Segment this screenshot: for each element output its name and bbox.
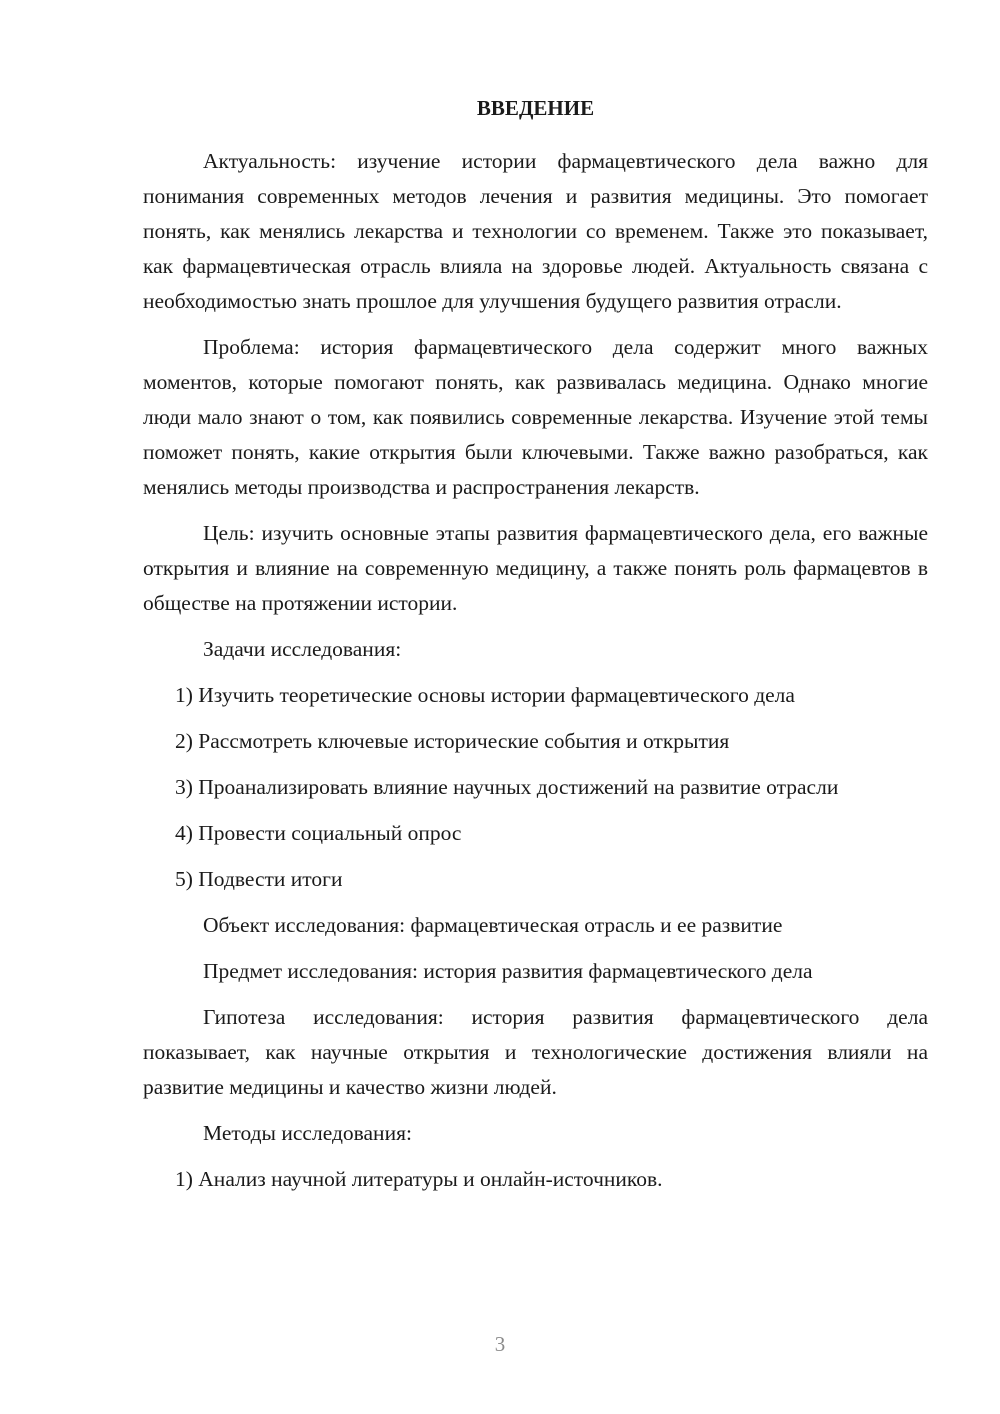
task-item-3: 3) Проанализировать влияние научных достижений на развитие отрасли [175, 775, 839, 799]
page-title: ВВЕДЕНИЕ [476, 96, 595, 120]
page-number: 3 [494, 1332, 506, 1356]
tasks-heading: Задачи исследования: [203, 637, 402, 661]
document-page [143, 92, 928, 1208]
method-item-1: 1) Анализ научной литературы и онлайн-источников. [175, 1167, 663, 1191]
goal-paragraph: Цель: изучить основные этапы развития фармацевтического дела, его важные открытия и влияние на современную медицину, а также понять роль фармацевтов в обществе на протяжении истории. [143, 521, 928, 615]
relevance-paragraph: Актуальность: изучение истории фармацевтического дела важно для понимания современных методов лечения и развития медицины. Это помогает понять, как менялись лекарства и технологии со временем. Также это показывает, как фармацевтическая отрасль влияла на здоровье людей. Актуальность связана с необходимостью знать прошлое для улучшения будущего развития отрасли. [143, 149, 928, 313]
task-item-1: 1) Изучить теоретические основы истории фармацевтического дела [175, 683, 795, 707]
task-item-4: 4) Провести социальный опрос [175, 821, 462, 845]
task-item-5: 5) Подвести итоги [175, 867, 343, 891]
object-paragraph: Объект исследования: фармацевтическая отрасль и ее развитие [203, 913, 783, 937]
task-item-2: 2) Рассмотреть ключевые исторические события и открытия [175, 729, 730, 753]
hypothesis-paragraph: Гипотеза исследования: история развития фармацевтического дела показывает, как научные открытия и технологические достижения влияли на развитие медицины и качество жизни людей. [143, 1005, 928, 1099]
subject-paragraph: Предмет исследования: история развития фармацевтического дела [203, 959, 813, 983]
problem-paragraph: Проблема: история фармацевтического дела содержит много важных моментов, которые помогают понять, как развивалась медицина. Однако многие люди мало знают о том, как появились современные лекарства. Изучение этой темы поможет понять, какие открытия были ключевыми. Также важно разобраться, как менялись методы производства и распространения лекарств. [143, 335, 928, 499]
methods-heading: Методы исследования: [203, 1121, 412, 1145]
